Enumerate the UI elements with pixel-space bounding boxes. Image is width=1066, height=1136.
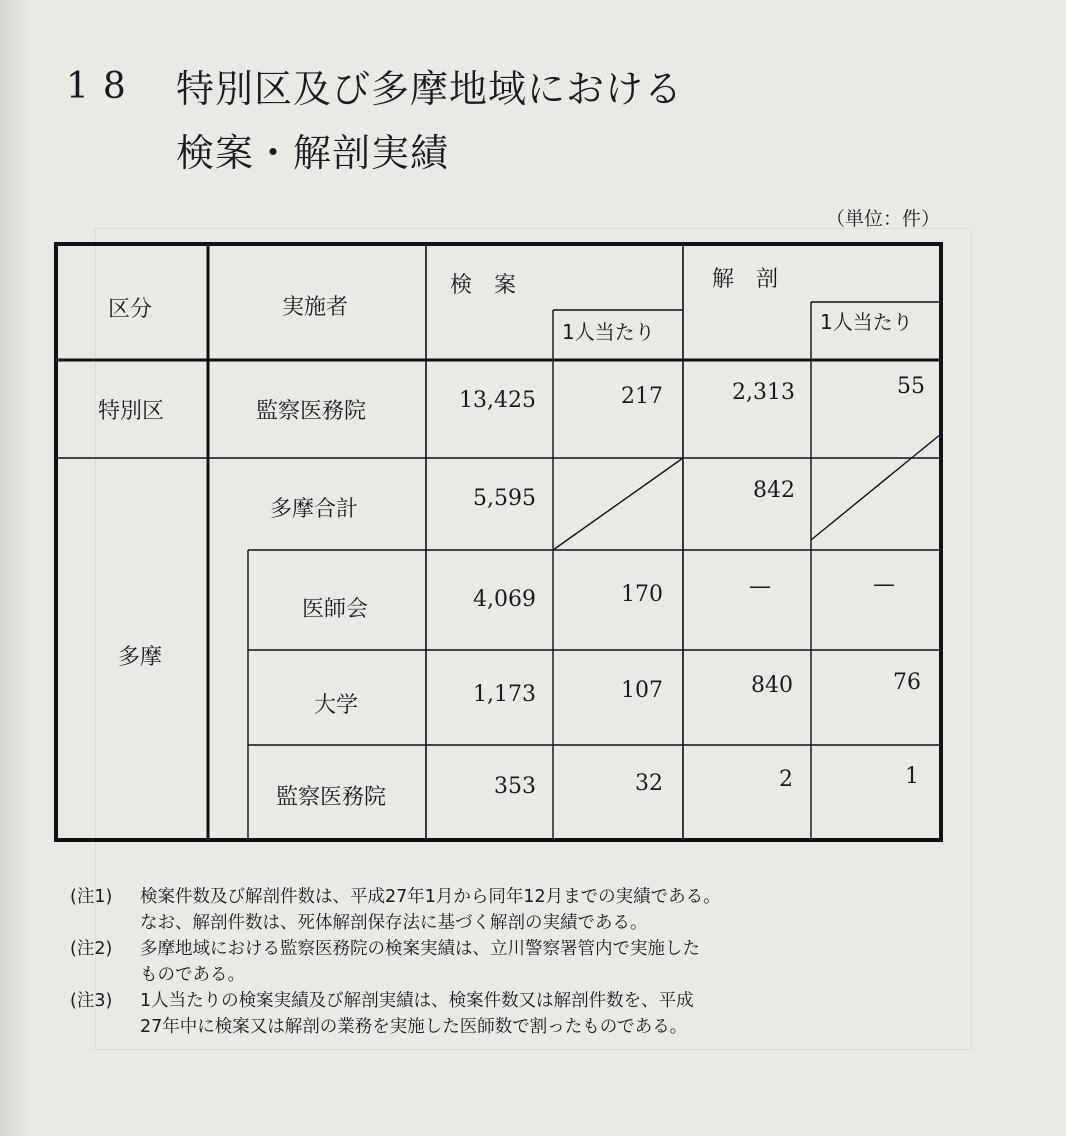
cell-kenan: 4,069	[473, 587, 536, 612]
row-category-tama: 多摩	[118, 645, 163, 670]
cell-kaibou: 2,313	[732, 380, 795, 405]
cell-kenan-per: 217	[621, 384, 663, 409]
cell-kaibou: 840	[751, 673, 793, 698]
cell-kaibou-per: 55	[897, 374, 925, 399]
cell-kaibou-per: 76	[893, 670, 921, 695]
header-category: 区分	[108, 297, 153, 322]
section-number: 18	[66, 66, 140, 107]
header-kaibou: 解 剖	[712, 267, 779, 292]
page-title-line1: 特別区及び多摩地域における	[176, 67, 684, 111]
row-performer: 医師会	[302, 597, 369, 622]
footnote-text: 27年中に検案又は解剖の業務を実施した医師数で割ったものである。	[140, 1017, 688, 1037]
cell-kaibou-per: —	[873, 572, 895, 597]
footnote-label: (注1)	[70, 887, 113, 907]
kenan-per-diagonal	[553, 458, 683, 550]
kaibou-per-diagonal	[811, 434, 941, 540]
cell-kenan: 353	[494, 774, 536, 799]
footnote-text: 検案件数及び解剖件数は、平成27年1月から同年12月までの実績である。	[140, 887, 721, 907]
unit-label: （単位：件）	[825, 208, 940, 230]
footnote-text: 1人当たりの検案実績及び解剖実績は、検案件数又は解剖件数を、平成	[140, 991, 694, 1011]
cell-kenan-per: 107	[621, 678, 663, 703]
footnote-label: (注2)	[70, 939, 113, 959]
row-performer: 監察医務院	[256, 399, 367, 424]
cell-kaibou: 842	[753, 478, 795, 503]
header-kenan-per-person: 1人当たり	[562, 320, 655, 344]
row-performer: 多摩合計	[270, 497, 359, 522]
footnote-text: 多摩地域における監察医務院の検案実績は、立川警察署管内で実施した	[140, 939, 700, 959]
row-performer: 監察医務院	[276, 785, 387, 810]
cell-kenan: 13,425	[459, 388, 536, 413]
cell-kenan-per: 32	[635, 771, 663, 796]
header-kaibou-per-person: 1人当たり	[820, 310, 913, 334]
header-performer: 実施者	[282, 295, 349, 320]
cell-kenan-per: 170	[621, 582, 663, 607]
header-kenan: 検 案	[450, 273, 517, 298]
page-title-line2: 検案・解剖実績	[176, 131, 450, 175]
cell-kaibou-per: 1	[905, 764, 919, 789]
footnote-text: ものである。	[140, 965, 245, 985]
row-performer: 大学	[314, 693, 359, 718]
cell-kaibou: —	[749, 574, 771, 599]
cell-kenan: 5,595	[473, 486, 536, 511]
cell-kenan: 1,173	[473, 682, 536, 707]
footnote-label: (注3)	[70, 991, 113, 1011]
cell-kaibou: 2	[779, 767, 793, 792]
footnote-text: なお、解剖件数は、死体解剖保存法に基づく解剖の実績である。	[140, 913, 648, 933]
row-category-tokubetsuku: 特別区	[98, 399, 165, 424]
table-outer-border	[56, 244, 941, 840]
